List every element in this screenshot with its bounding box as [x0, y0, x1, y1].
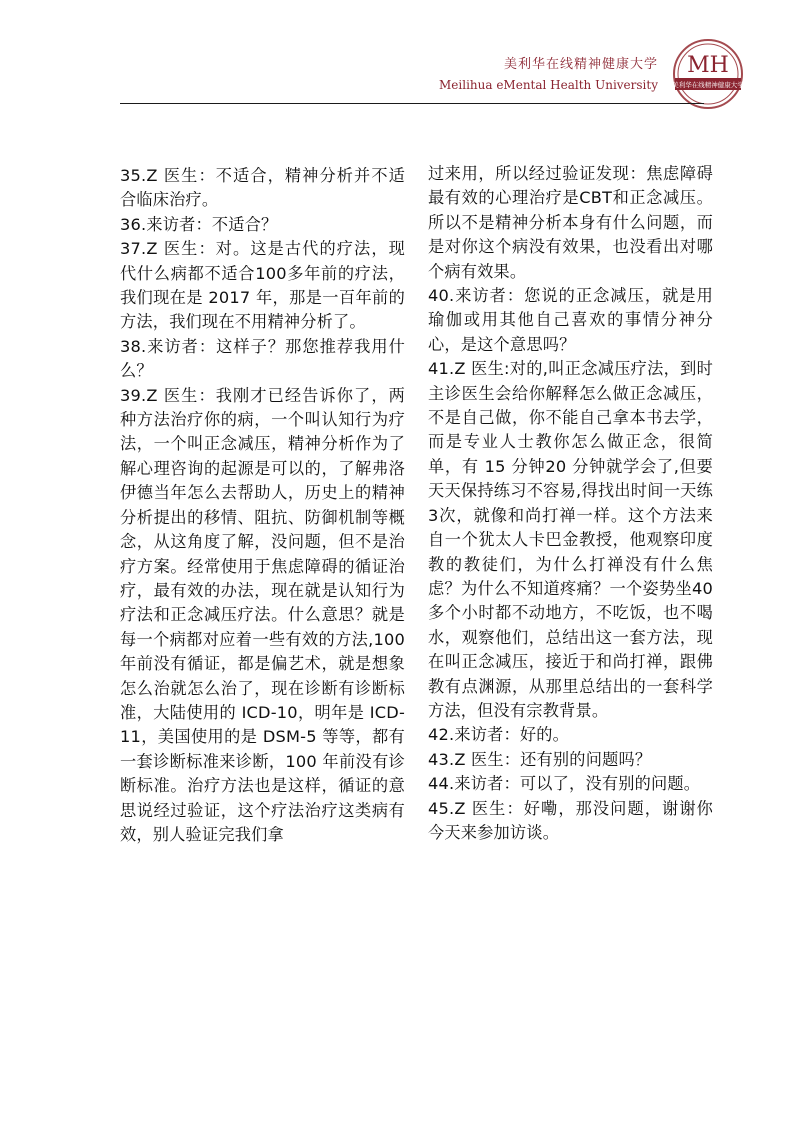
dialogue-entry-43: 43.Z 医生：还有别的问题吗？ [428, 749, 652, 769]
logo-letters: MH [687, 53, 729, 78]
dialogue-entry-36: 36.来访者：不适合？ [120, 214, 278, 234]
dialogue-entry-40: 40.来访者：您说的正念减压，就是用瑜伽或用其他自己喜欢的事情分神分心，是这个意思吗？ [428, 286, 713, 354]
header-divider [120, 103, 704, 104]
logo-seal-icon [672, 38, 744, 110]
dialogue-entry-45: 45.Z 医生：好嘞，那没问题，谢谢你今天来参加访谈。 [428, 798, 713, 842]
university-logo [672, 38, 744, 110]
dialogue-entry-41: 41.Z 医生:对的,叫正念减压疗法，到时主诊医生会给你解释怎么做正念减压，不是自己做，你不能自己拿本书去学，而是专业人士教你怎么做正念，很简单，有 15 分钟20 分钟就学会了,但要天天保持练习不容易,得找出时间一天练3次，就像和尚打禅一样。这个方法来自一个犹太人卡巴金教授，他观察印度教的教徒们，为什么打禅没有什么焦虑？为什么不知道疼痛？一个姿势坐40多个小时都不动地方，不吃饭，也不喝水，观察他们，总结出这一套方法，现在叫正念减压，接近于和尚打禅，跟佛教有点渊源，从那里总结出的一套科学方法，但没有宗教背景。 [428, 359, 713, 720]
university-name-english: Meilihua eMental Health University [439, 78, 658, 92]
university-name-chinese: 美利华在线精神健康大学 [503, 57, 658, 72]
dialogue-entry-44: 44.来访者：可以了，没有别的问题。 [428, 774, 701, 794]
dialogue-entry-39-continued: 过来用，所以经过验证发现：焦虑障碍最有效的心理治疗是CBT和正念减压。所以不是精神分析本身有什么问题，而是对你这个病没有效果，也没看出对哪个病有效果。 [428, 164, 713, 281]
text-column-right [428, 162, 713, 845]
header-branding [439, 56, 658, 94]
dialogue-entry-39: 39.Z 医生：我刚才已经告诉你了，两种方法治疗你的病，一个叫认知行为疗法，一个叫正念减压，精神分析作为了解心理咨询的起源是可以的，了解弗洛伊德当年怎么去帮助人，历史上的精神分析提出的移情、阻抗、防御机制等概念，从这角度了解，没问题，但不是治疗方案。经常使用于焦虑障碍的循证治疗，最有效的办法，现在就是认知行为疗法和正念减压疗法。什么意思？就是每一个病都对应着一些有效的方法,100 年前没有循证，都是偏艺术，就是想象怎么治就怎么治了，现在诊断有诊断标准，大陆使用的 ICD-10，明年是 ICD-11，美国使用的是 DSM-5 等等，都有一套诊断标准来诊断，100 年前没有诊断标准。治疗方法也是这样，循证的意思说经过验证，这个疗法治疗这类病有效，别人验证完我们拿 [120, 385, 405, 844]
dialogue-entry-42: 42.来访者：好的。 [428, 725, 570, 745]
text-column-left [120, 164, 405, 847]
dialogue-entry-38: 38.来访者：这样子？那您推荐我用什么？ [120, 336, 405, 381]
dialogue-entry-35: 35.Z 医生：不适合，精神分析并不适合临床治疗。 [120, 166, 405, 210]
dialogue-entry-37: 37.Z 医生：对。这是古代的疗法，现代什么病都不适合100多年前的疗法，我们现在是 2017 年，那是一百年前的方法，我们现在不用精神分析了。 [120, 239, 405, 332]
logo-caption: 美利华在线精神健康大学 [672, 81, 744, 89]
